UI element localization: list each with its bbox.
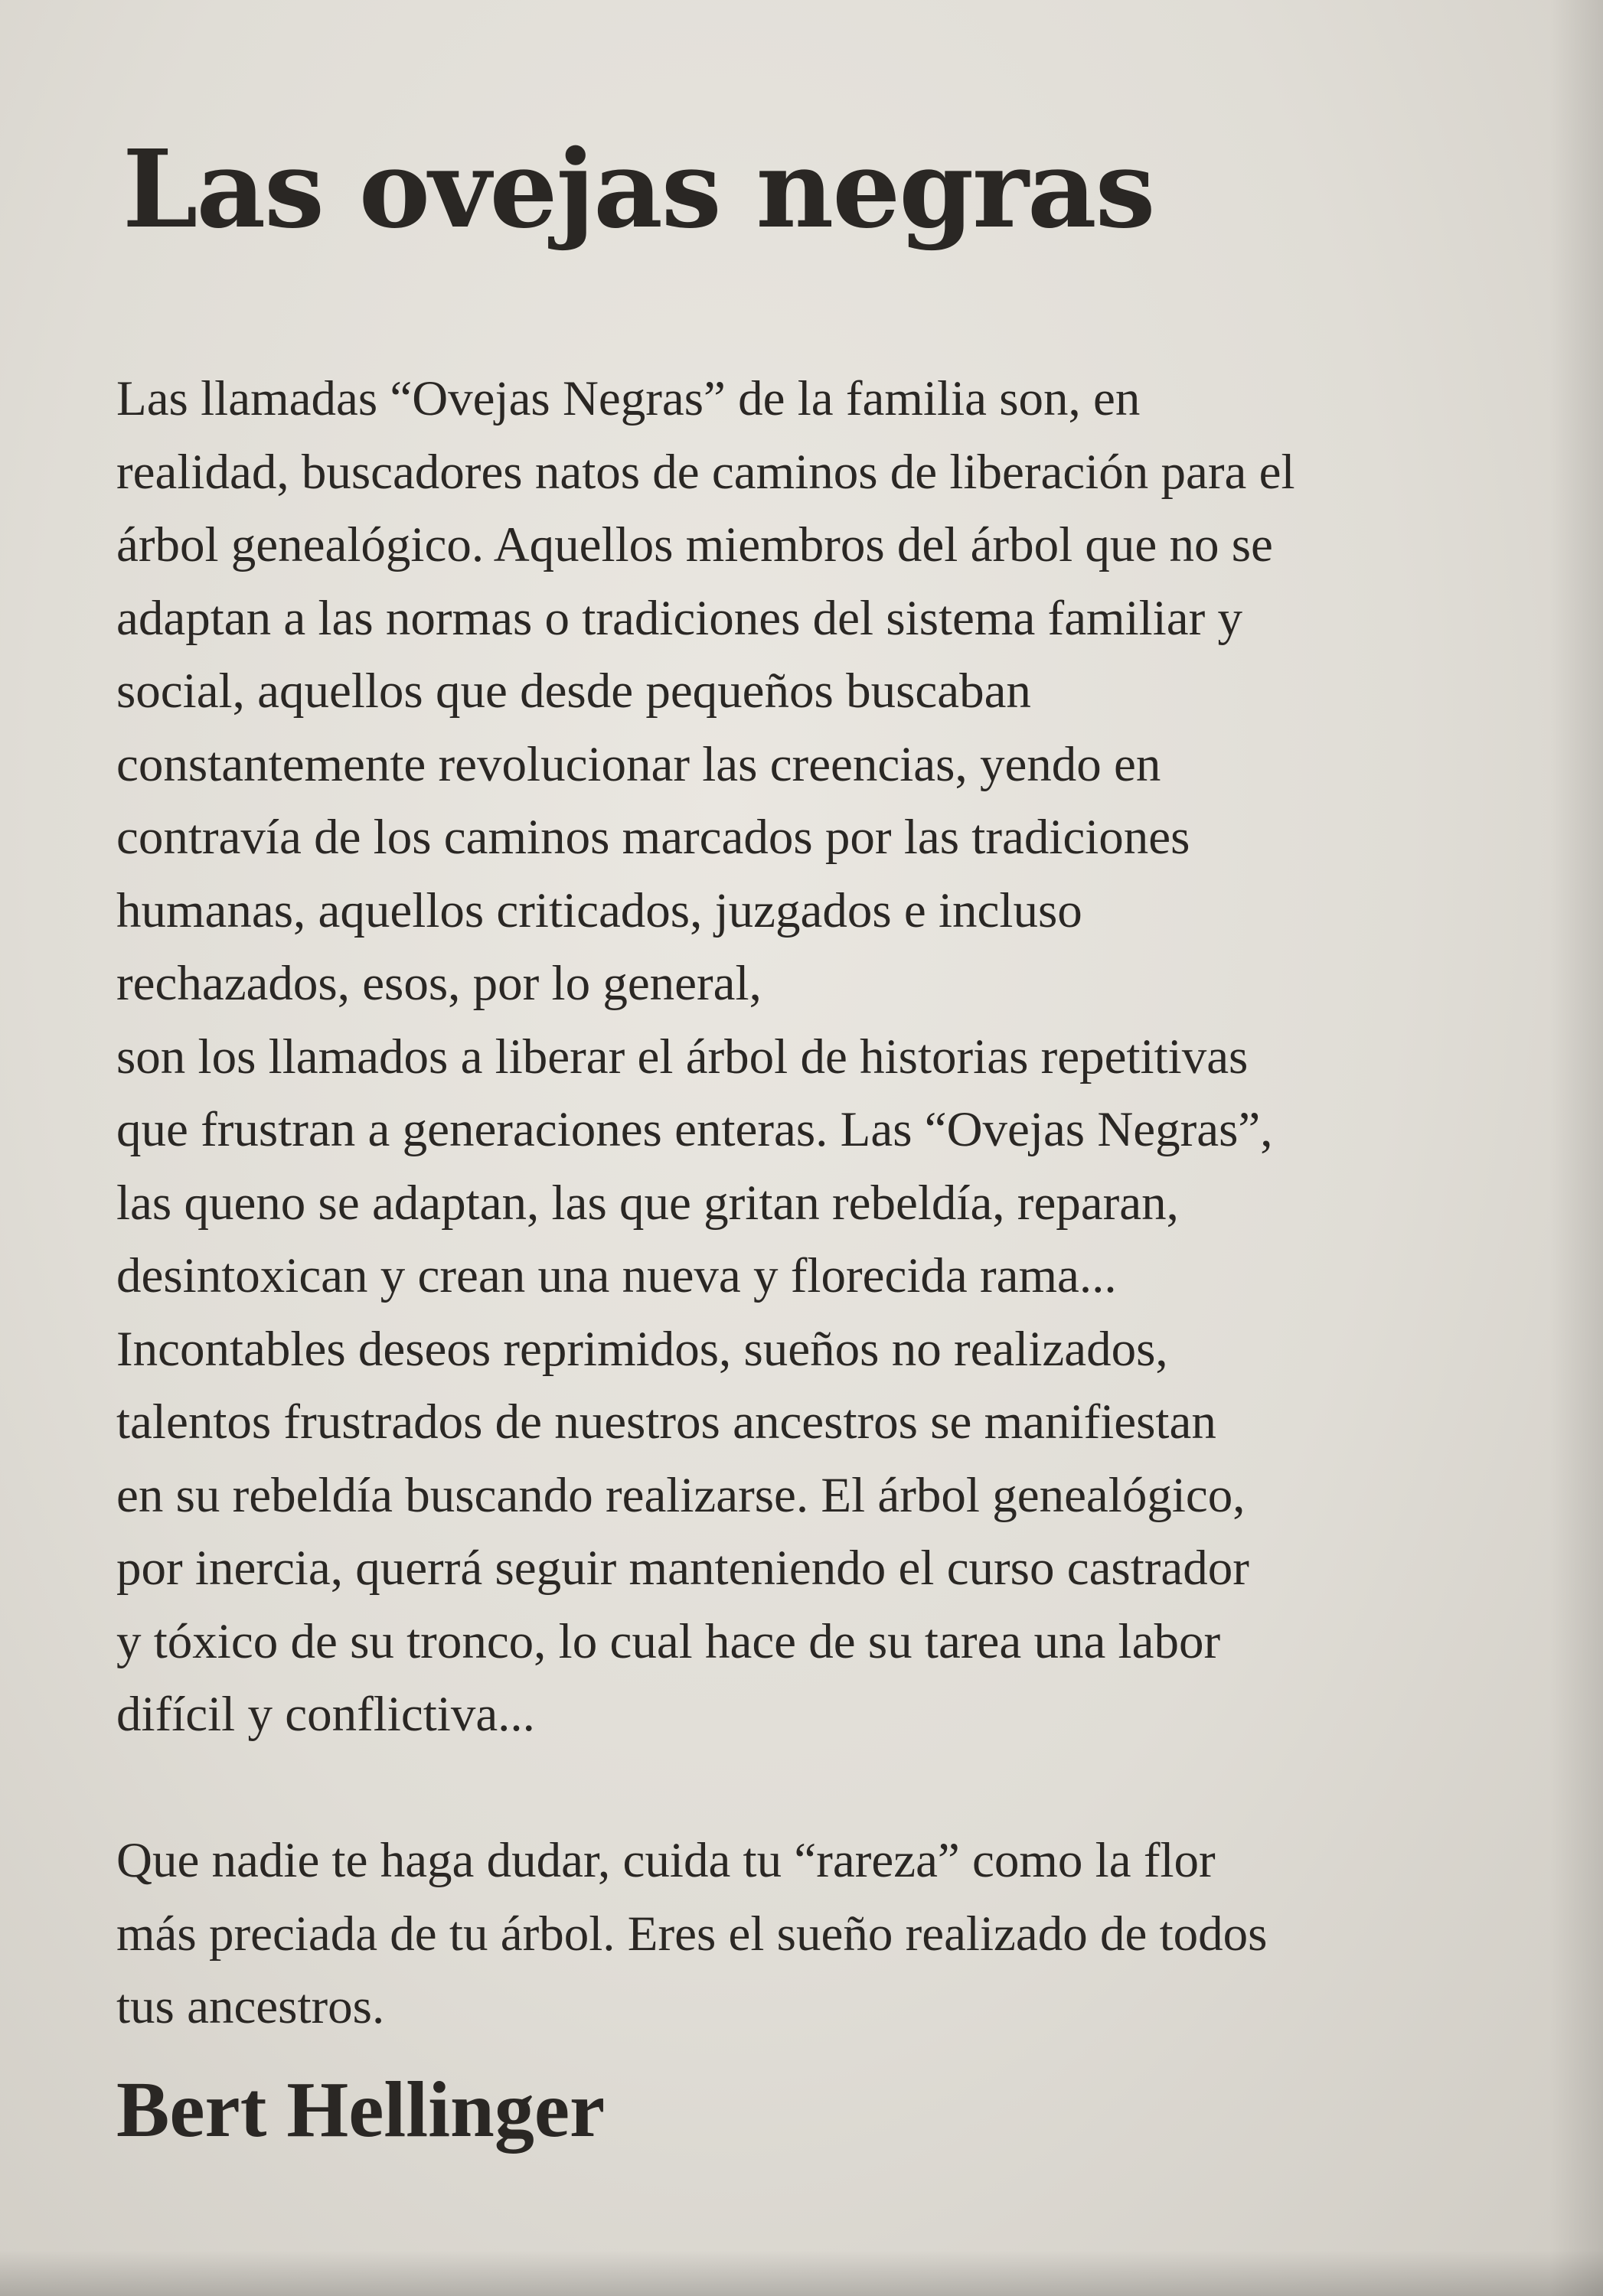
text-line: árbol genealógico. Aquellos miembros del árbol que no se <box>116 517 1273 572</box>
text-line: más preciada de tu árbol. Eres el sueño realizado de todos <box>116 1906 1268 1962</box>
text-line: social, aquellos que desde pequeños buscaban <box>116 664 1031 719</box>
text-line: rechazados, esos, por lo general, <box>116 956 762 1011</box>
author-name: Bert Hellinger <box>116 2066 606 2154</box>
paragraph-2 <box>116 1825 1487 2044</box>
text-line: realidad, buscadores natos de caminos de liberación para el <box>116 444 1295 500</box>
right-edge-shadow <box>1549 0 1603 2296</box>
bottom-edge-shadow <box>0 2250 1603 2296</box>
paragraph-1 <box>116 363 1487 1752</box>
text-line: adaptan a las normas o tradiciones del sistema familiar y <box>116 590 1243 646</box>
text-line: Incontables deseos reprimidos, sueños no realizados, <box>116 1321 1168 1377</box>
text-line: humanas, aquellos criticados, juzgados e incluso <box>116 882 1082 938</box>
text-line: que frustran a generaciones enteras. Las “Ovejas Negras”, <box>116 1102 1273 1157</box>
text-line: talentos frustrados de nuestros ancestros se manifiestan <box>116 1394 1216 1450</box>
text-line: tus ancestros. <box>116 1979 385 2034</box>
text-line: son los llamados a liberar el árbol de historias repetitivas <box>116 1029 1249 1084</box>
body-text <box>116 363 1487 2044</box>
text-line: difícil y conflictiva... <box>116 1687 535 1742</box>
text-line: Las llamadas “Ovejas Negras” de la familia son, en <box>116 371 1141 426</box>
text-line: y tóxico de su tronco, lo cual hace de su tarea una labor <box>116 1613 1221 1669</box>
paragraph-spacer <box>116 1752 1487 1825</box>
text-line: Que nadie te haga dudar, cuida tu “rareza” como la flor <box>116 1833 1216 1888</box>
text-line: contravía de los caminos marcados por las tradiciones <box>116 810 1190 865</box>
text-line: desintoxican y crean una nueva y florecida rama... <box>116 1248 1117 1303</box>
poster-title: Las ovejas negras <box>122 127 1154 253</box>
text-line: constantemente revolucionar las creencias, yendo en <box>116 736 1161 792</box>
text-line: por inercia, querrá seguir manteniendo el curso castrador <box>116 1541 1249 1596</box>
text-line: las queno se adaptan, las que gritan rebeldía, reparan, <box>116 1175 1179 1231</box>
text-line: en su rebeldía buscando realizarse. El árbol genealógico, <box>116 1467 1246 1523</box>
